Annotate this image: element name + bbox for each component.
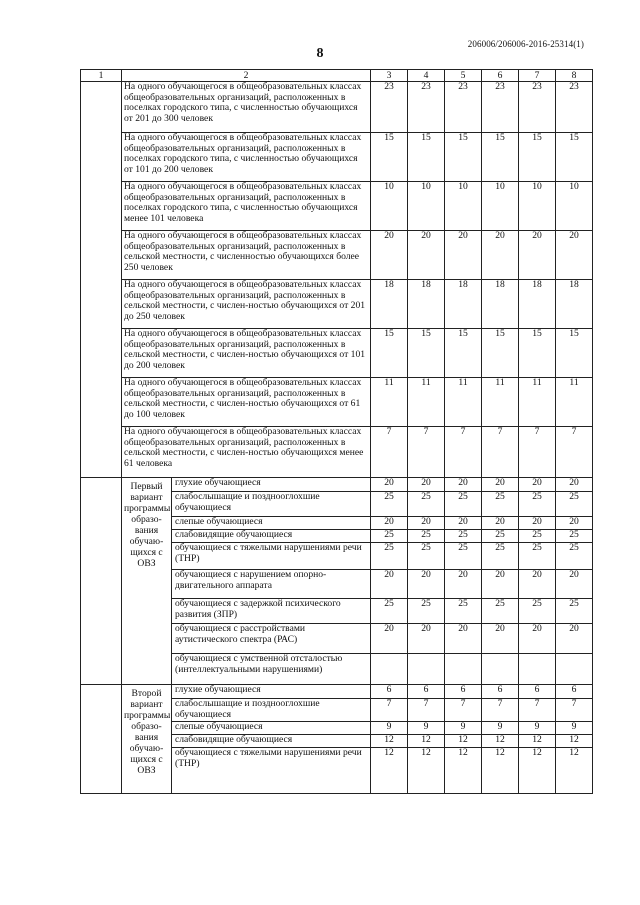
- value-cell: 25: [556, 599, 593, 624]
- value-cell: 10: [556, 182, 593, 231]
- value-cell: 10: [445, 182, 482, 231]
- table-row: [81, 427, 593, 478]
- student-category: слабовидящие обучающиеся: [172, 735, 371, 748]
- value-cell: 20: [371, 231, 408, 280]
- value-cell: 20: [445, 570, 482, 599]
- value-cell: 25: [408, 599, 445, 624]
- page-number: 8: [316, 46, 324, 61]
- value-cell: 20: [408, 478, 445, 492]
- value-cell: 11: [519, 378, 556, 427]
- student-category: слабослышащие и позднооглохшие обучающиеся: [172, 699, 371, 722]
- value-cell: 25: [519, 492, 556, 517]
- table-row: [81, 685, 593, 699]
- program-variant-label: Второй вариант программы образо-вания обучаю-щихся с ОВЗ: [122, 685, 172, 794]
- value-cell: 15: [445, 329, 482, 378]
- student-category: обучающиеся с тяжелыми нарушениями речи (ТНР): [172, 748, 371, 794]
- value-cell: 11: [482, 378, 519, 427]
- value-cell: 12: [445, 748, 482, 794]
- value-cell: 7: [519, 427, 556, 478]
- row-description: На одного обучающегося в общеобразовательных классах общеобразовательных организаций, расположенных в поселках городского типа, с численностью обучающихся от 201 до 300 человек: [122, 82, 371, 133]
- empty-cell: [81, 685, 122, 794]
- value-cell: 18: [482, 280, 519, 329]
- value-cell: 18: [519, 280, 556, 329]
- student-category: слепые обучающиеся: [172, 722, 371, 735]
- value-cell: 20: [445, 624, 482, 654]
- value-cell: 15: [445, 133, 482, 182]
- value-cell: 23: [445, 82, 482, 133]
- value-cell: 25: [445, 599, 482, 624]
- col-header: 3: [371, 70, 408, 82]
- student-category: обучающиеся с нарушением опорно-двигательного аппарата: [172, 570, 371, 599]
- value-cell: 25: [482, 530, 519, 543]
- table-row: [81, 378, 593, 427]
- student-category: обучающиеся с умственной отсталостью (интеллектуальными нарушениями): [172, 654, 371, 685]
- value-cell: 15: [519, 133, 556, 182]
- row-description: На одного обучающегося в общеобразовательных классах общеобразовательных организаций, расположенных в сельской местности, с числен-ностью обучающихся от 201 до 250 человек: [122, 280, 371, 329]
- col-header: 1: [81, 70, 122, 82]
- value-cell: 25: [445, 530, 482, 543]
- value-cell: 20: [482, 570, 519, 599]
- value-cell: 25: [519, 530, 556, 543]
- value-cell: 25: [371, 599, 408, 624]
- value-cell: 23: [556, 82, 593, 133]
- value-cell: 12: [556, 735, 593, 748]
- student-category: обучающиеся с задержкой психического развития (ЗПР): [172, 599, 371, 624]
- value-cell: 10: [408, 182, 445, 231]
- value-cell: 25: [482, 543, 519, 570]
- value-cell: 20: [556, 517, 593, 530]
- value-cell: 11: [408, 378, 445, 427]
- program-variant-label: Первый вариант программы образо-вания обучаю-щихся с ОВЗ: [122, 478, 172, 685]
- empty-cell: [81, 478, 122, 685]
- value-cell: 12: [408, 735, 445, 748]
- value-cell: 9: [556, 722, 593, 735]
- value-cell: 20: [408, 570, 445, 599]
- value-cell: 15: [408, 133, 445, 182]
- value-cell: 12: [408, 748, 445, 794]
- value-cell: 12: [519, 735, 556, 748]
- value-cell: 20: [371, 517, 408, 530]
- row-description: На одного обучающегося в общеобразовательных классах общеобразовательных организаций, расположенных в поселках городского типа, с численностью обучающихся менее 101 человека: [122, 182, 371, 231]
- value-cell: 7: [371, 699, 408, 722]
- value-cell: 25: [482, 599, 519, 624]
- value-cell: 12: [519, 748, 556, 794]
- value-cell: 23: [408, 82, 445, 133]
- col-header: 8: [556, 70, 593, 82]
- value-cell: 25: [408, 530, 445, 543]
- value-cell: 20: [556, 624, 593, 654]
- value-cell: [482, 654, 519, 685]
- table-row: [81, 133, 593, 182]
- value-cell: 20: [482, 231, 519, 280]
- table-row: [81, 280, 593, 329]
- value-cell: 20: [519, 231, 556, 280]
- value-cell: 6: [519, 685, 556, 699]
- value-cell: 18: [556, 280, 593, 329]
- value-cell: 11: [556, 378, 593, 427]
- student-category: слабовидящие обучающиеся: [172, 530, 371, 543]
- col-header: 7: [519, 70, 556, 82]
- value-cell: 25: [371, 492, 408, 517]
- value-cell: 10: [519, 182, 556, 231]
- value-cell: 20: [556, 570, 593, 599]
- value-cell: 20: [371, 570, 408, 599]
- value-cell: 20: [519, 624, 556, 654]
- value-cell: 15: [556, 133, 593, 182]
- value-cell: 12: [482, 735, 519, 748]
- value-cell: 6: [371, 685, 408, 699]
- table-row: [81, 329, 593, 378]
- value-cell: 7: [482, 699, 519, 722]
- value-cell: 20: [482, 478, 519, 492]
- value-cell: 15: [482, 133, 519, 182]
- value-cell: 10: [482, 182, 519, 231]
- value-cell: 20: [445, 517, 482, 530]
- value-cell: 20: [519, 478, 556, 492]
- value-cell: 12: [482, 748, 519, 794]
- value-cell: 15: [519, 329, 556, 378]
- student-category: слабослышащие и позднооглохшие обучающиеся: [172, 492, 371, 517]
- col-header: 5: [445, 70, 482, 82]
- value-cell: 7: [371, 427, 408, 478]
- table-row: [81, 231, 593, 280]
- value-cell: 25: [371, 543, 408, 570]
- value-cell: 25: [519, 599, 556, 624]
- value-cell: 7: [482, 427, 519, 478]
- value-cell: 20: [482, 517, 519, 530]
- value-cell: 25: [519, 543, 556, 570]
- empty-cell: [81, 82, 122, 478]
- value-cell: 20: [556, 231, 593, 280]
- value-cell: 23: [482, 82, 519, 133]
- value-cell: 20: [482, 624, 519, 654]
- value-cell: 18: [445, 280, 482, 329]
- col-header: 6: [482, 70, 519, 82]
- value-cell: 11: [371, 378, 408, 427]
- value-cell: 6: [445, 685, 482, 699]
- value-cell: 20: [556, 478, 593, 492]
- value-cell: 7: [519, 699, 556, 722]
- table-row: [81, 182, 593, 231]
- value-cell: 25: [445, 492, 482, 517]
- value-cell: 25: [556, 543, 593, 570]
- value-cell: 18: [371, 280, 408, 329]
- value-cell: 23: [371, 82, 408, 133]
- value-cell: 25: [445, 543, 482, 570]
- value-cell: 9: [519, 722, 556, 735]
- student-category: слепые обучающиеся: [172, 517, 371, 530]
- value-cell: 10: [371, 182, 408, 231]
- value-cell: 12: [556, 748, 593, 794]
- value-cell: 15: [371, 133, 408, 182]
- value-cell: 20: [445, 478, 482, 492]
- value-cell: 6: [556, 685, 593, 699]
- row-description: На одного обучающегося в общеобразовательных классах общеобразовательных организаций, расположенных в сельской местности, с численностью обучающихся более 250 человек: [122, 231, 371, 280]
- value-cell: 7: [408, 699, 445, 722]
- table-row: [81, 82, 593, 133]
- value-cell: [371, 654, 408, 685]
- value-cell: 20: [519, 517, 556, 530]
- value-cell: 20: [445, 231, 482, 280]
- student-category: глухие обучающиеся: [172, 478, 371, 492]
- value-cell: 6: [482, 685, 519, 699]
- value-cell: 20: [519, 570, 556, 599]
- value-cell: 25: [556, 492, 593, 517]
- value-cell: 20: [371, 478, 408, 492]
- value-cell: 9: [445, 722, 482, 735]
- row-description: На одного обучающегося в общеобразовательных классах общеобразовательных организаций, расположенных в сельской местности, с числен-ностью обучающихся менее 61 человека: [122, 427, 371, 478]
- value-cell: 12: [371, 735, 408, 748]
- student-category: обучающиеся с расстройствами аутистического спектра (РАС): [172, 624, 371, 654]
- table-row: [81, 478, 593, 492]
- value-cell: 15: [556, 329, 593, 378]
- row-description: На одного обучающегося в общеобразовательных классах общеобразовательных организаций, расположенных в поселках городского типа, с численностью обучающихся от 101 до 200 человек: [122, 133, 371, 182]
- norms-table: [80, 69, 593, 794]
- header-row: [81, 70, 593, 82]
- value-cell: 7: [556, 699, 593, 722]
- value-cell: 20: [408, 624, 445, 654]
- value-cell: [408, 654, 445, 685]
- value-cell: 9: [482, 722, 519, 735]
- value-cell: 12: [445, 735, 482, 748]
- value-cell: 25: [556, 530, 593, 543]
- value-cell: 20: [408, 517, 445, 530]
- value-cell: 25: [371, 530, 408, 543]
- value-cell: 15: [371, 329, 408, 378]
- col-header: 2: [122, 70, 371, 82]
- value-cell: 20: [408, 231, 445, 280]
- value-cell: 25: [408, 543, 445, 570]
- value-cell: [519, 654, 556, 685]
- value-cell: 7: [556, 427, 593, 478]
- value-cell: 15: [408, 329, 445, 378]
- row-description: На одного обучающегося в общеобразовательных классах общеобразовательных организаций, расположенных в сельской местности, с числен-ностью обучающихся от 101 до 200 человек: [122, 329, 371, 378]
- value-cell: 18: [408, 280, 445, 329]
- value-cell: 7: [445, 427, 482, 478]
- col-header: 4: [408, 70, 445, 82]
- value-cell: 25: [408, 492, 445, 517]
- value-cell: 7: [408, 427, 445, 478]
- value-cell: 15: [482, 329, 519, 378]
- value-cell: 9: [408, 722, 445, 735]
- student-category: обучающиеся с тяжелыми нарушениями речи (ТНР): [172, 543, 371, 570]
- value-cell: 9: [371, 722, 408, 735]
- value-cell: [445, 654, 482, 685]
- student-category: глухие обучающиеся: [172, 685, 371, 699]
- document-id: 206006/206006-2016-25314(1): [467, 39, 584, 49]
- value-cell: 6: [408, 685, 445, 699]
- value-cell: 11: [445, 378, 482, 427]
- value-cell: 12: [371, 748, 408, 794]
- row-description: На одного обучающегося в общеобразовательных классах общеобразовательных организаций, расположенных в сельской местности, с числен-ностью обучающихся от 61 до 100 человек: [122, 378, 371, 427]
- value-cell: 25: [482, 492, 519, 517]
- value-cell: 23: [519, 82, 556, 133]
- value-cell: [556, 654, 593, 685]
- value-cell: 7: [445, 699, 482, 722]
- value-cell: 20: [371, 624, 408, 654]
